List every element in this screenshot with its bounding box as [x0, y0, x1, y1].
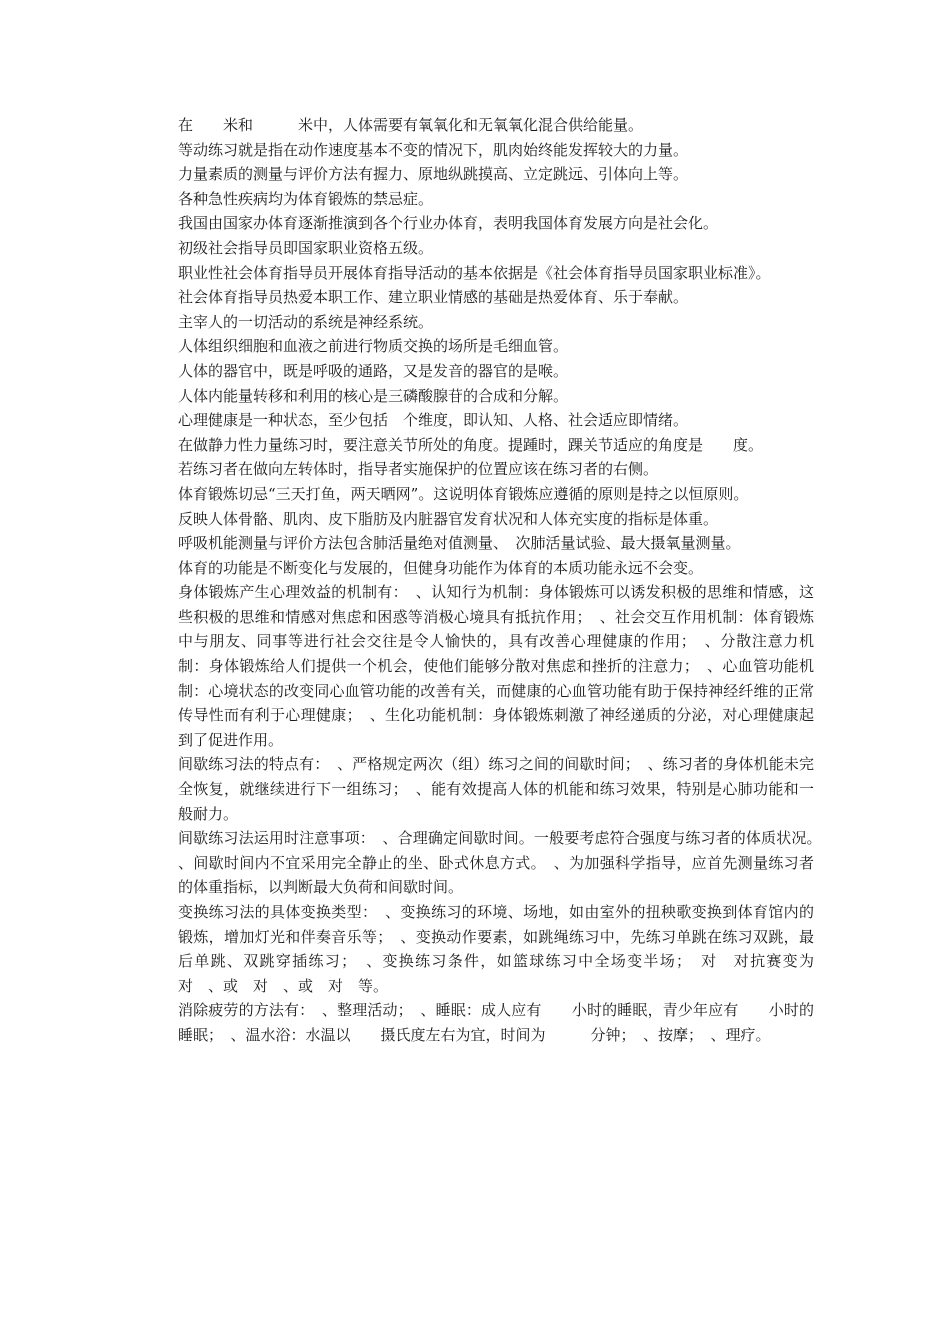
paragraph-larynx: 人体的器官中，既是呼吸的通路，又是发音的器官的是喉。	[178, 361, 569, 380]
paragraph-variation-types: 变换练习法的具体变换类型： 、变换练习的环境、场地，如由室外的扭秧歌变换到体育馆内的锻炼，增加灯光和伴奏音乐等； 、变换动作要素，如跳绳练习中，先练习单跳在练习双跳，最后单跳、双跳穿插练习； 、变换练习条件，如篮球练习中全场变半场； 对 对抗赛变为 对 、或 对 、或 对 等。	[178, 903, 830, 995]
paragraph-capillaries: 人体组织细胞和血液之前进行物质交换的场所是毛细血管。	[178, 337, 569, 356]
paragraph-interval-notes: 间歇练习法运用时注意事项： 、合理确定间歇时间。一般要考虑符合强度与练习者的体质状况。 、间歇时间内不宜采用完全静止的坐、卧式休息方式。 、为加强科学指导，应首先测量练习者的体重指标，以判断最大负荷和间歇时间。	[178, 829, 830, 897]
paragraph-junior-instructor: 初级社会指导员即国家职业资格五级。	[178, 238, 434, 257]
paragraph-spotting-position: 若练习者在做向左转体时，指导者实施保护的位置应该在练习者的右侧。	[178, 460, 659, 479]
paragraph-static-strength: 在做静力性力量练习时，要注意关节所处的角度。提踵时，踝关节适应的角度是 度。	[178, 435, 764, 454]
paragraph-interval-features: 间歇练习法的特点有： 、严格规定两次（组）练习之间的间歇时间； 、练习者的身体机能未完全恢复，就继续进行下一组练习； 、能有效提高人体的机能和练习效果，特别是心肺功能和一般耐力。	[178, 755, 814, 823]
paragraph-occupational-standard: 职业性社会体育指导员开展体育指导活动的基本依据是《社会体育指导员国家职业标准》。	[178, 263, 771, 282]
paragraph-professional-emotion: 社会体育指导员热爱本职工作、建立职业情感的基础是热爱体育、乐于奉献。	[178, 288, 689, 307]
paragraph-psychological-mechanisms: 身体锻炼产生心理效益的机制有： 、认知行为机制：身体锻炼可以诱发积极的思维和情感，这些积极的思维和情感对焦虑和困惑等消极心境具有抵抗作用； 、社会交互作用机制：体育锻炼中与朋友、同事等进行社会交往是令人愉快的，具有改善心理健康的作用； 、分散注意力机制：身体锻炼给人们提供一个机会，使他们能够分散对焦虑和挫折的注意力； 、心血管功能机制：心境状态的改变同心血管功能的改善有关，而健康的心血管功能有助于保持神经纤维的正常传导性而有利于心理健康； 、生化功能机制：身体锻炼刺激了神经递质的分泌，对心理健康起到了促进作用。	[178, 583, 814, 749]
paragraph-socialization: 我国由国家办体育逐渐推演到各个行业办体育，表明我国体育发展方向是社会化。	[178, 214, 719, 233]
paragraph-mental-health: 心理健康是一种状态，至少包括 个维度，即认知、人格、社会适应即情绪。	[178, 411, 689, 430]
paragraph-persistence: 体育锻炼切忌“三天打鱼，两天晒网”。这说明体育锻炼应遵循的原则是持之以恒原则。	[178, 484, 749, 503]
paragraph-fatigue-recovery: 消除疲劳的方法有： 、整理活动； 、睡眠：成人应有 小时的睡眠，青少年应有 小时的睡眠； 、温水浴：水温以 摄氏度左右为宜，时间为 分钟； 、按摩； 、理疗。	[178, 1001, 814, 1044]
paragraph-energy-supply: 在 米和 米中，人体需要有氧氧化和无氧氧化混合供给能量。	[178, 116, 644, 134]
document-page	[178, 113, 830, 1048]
paragraph-strength-test: 力量素质的测量与评价方法有握力、原地纵跳摸高、立定跳远、引体向上等。	[178, 165, 689, 184]
paragraph-isokinetic: 等动练习就是指在动作速度基本不变的情况下，肌肉始终能发挥较大的力量。	[178, 140, 689, 159]
paragraph-respiratory-test: 呼吸机能测量与评价方法包含肺活量绝对值测量、 次肺活量试验、最大摄氧量测量。	[178, 534, 741, 553]
paragraph-fitness-function: 体育的功能是不断变化与发展的，但健身功能作为体育的本质功能永远不会变。	[178, 558, 704, 577]
paragraph-body-weight: 反映人体骨骼、肌肉、皮下脂肪及内脏器官发育状况和人体充实度的指标是体重。	[178, 509, 719, 528]
paragraph-atp: 人体内能量转移和利用的核心是三磷酸腺苷的合成和分解。	[178, 386, 569, 405]
paragraph-contraindication: 各种急性疾病均为体育锻炼的禁忌症。	[178, 189, 434, 208]
paragraph-nervous-system: 主宰人的一切活动的系统是神经系统。	[178, 312, 434, 331]
